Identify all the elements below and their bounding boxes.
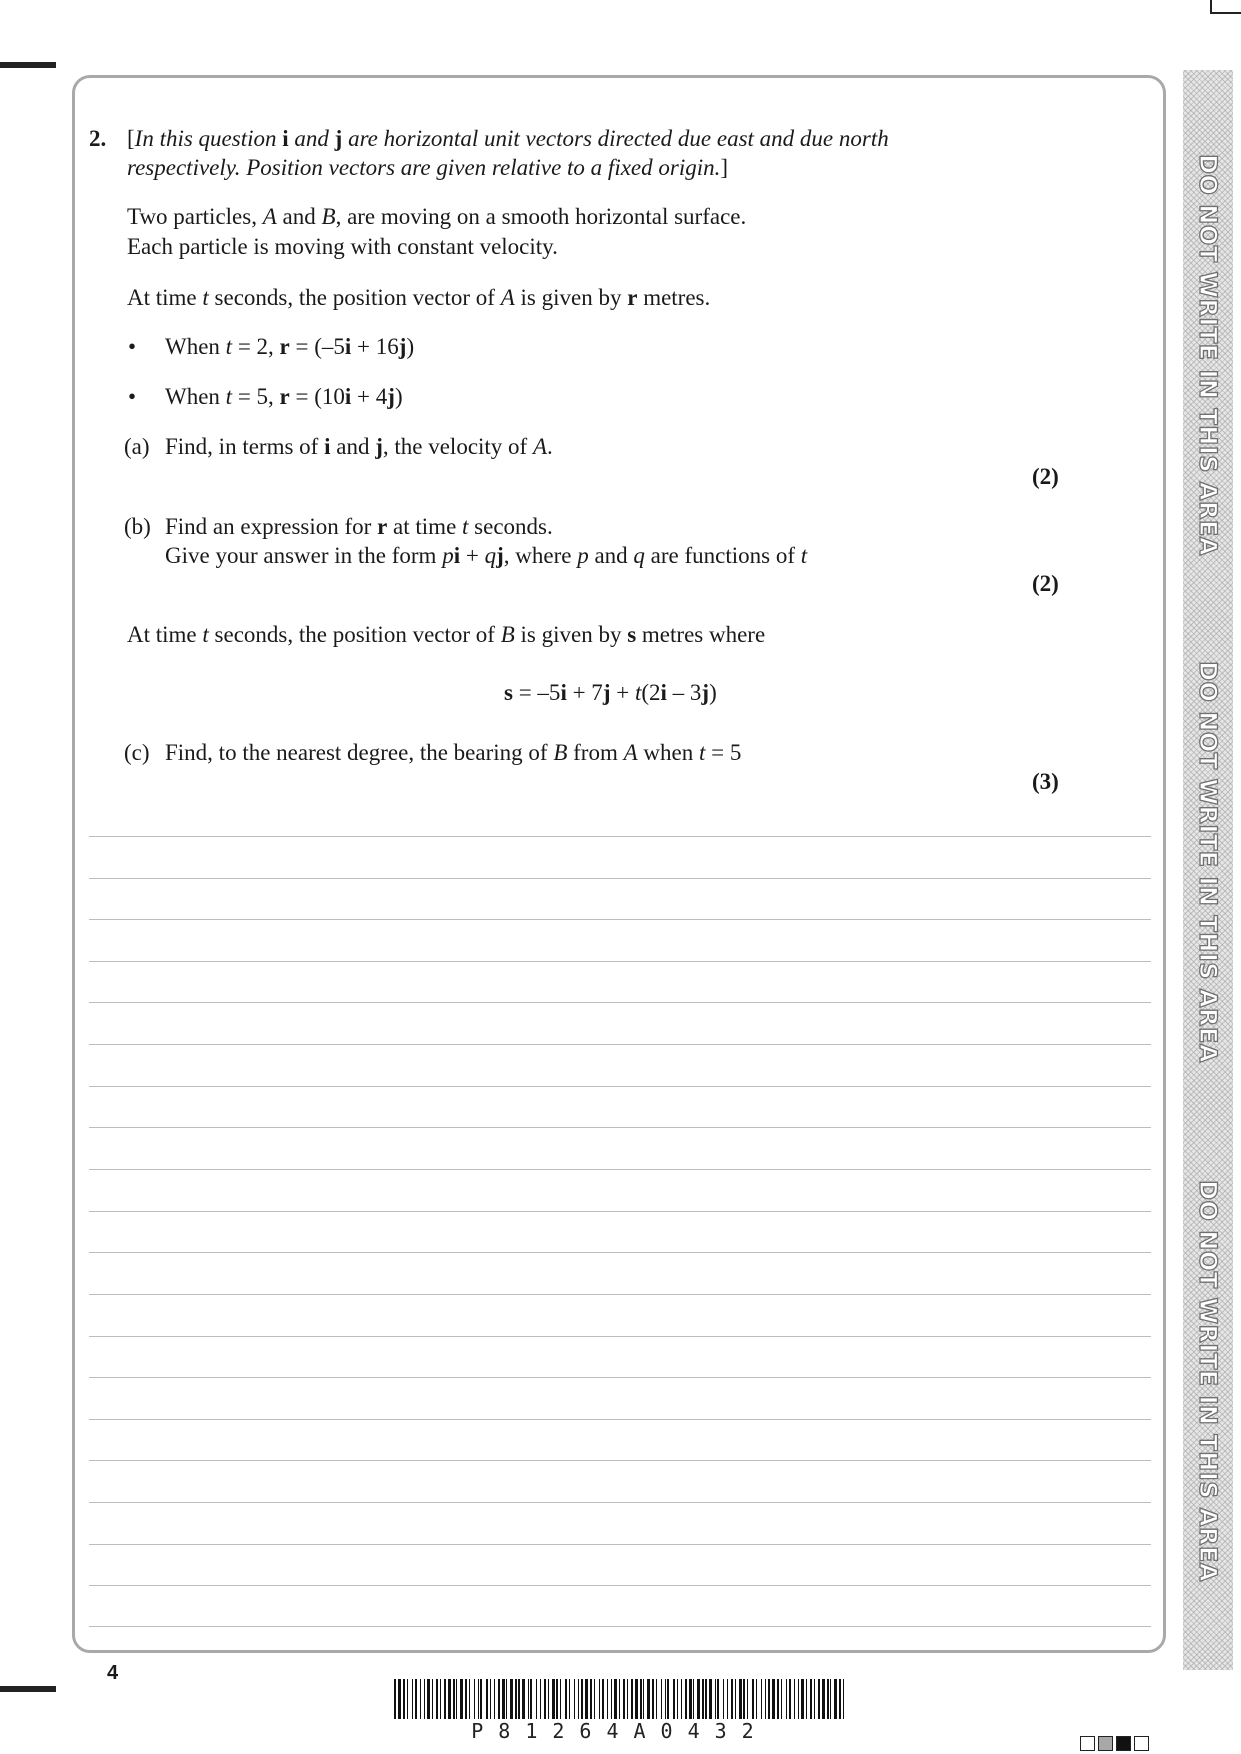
barcode-bar (693, 1679, 694, 1719)
barcode-bar (765, 1679, 766, 1719)
part-b-line1: Find an expression for r at time t seconds. (165, 514, 553, 539)
paragraph-position-B: At time t seconds, the position vector of B is given by s metres where (127, 622, 766, 647)
barcode-bar (515, 1679, 517, 1719)
barcode-bar (432, 1679, 433, 1719)
barcode-bar (661, 1679, 662, 1719)
print-square-black (1116, 1736, 1131, 1751)
barcode-bar (552, 1679, 555, 1719)
barcode-bar (456, 1679, 457, 1719)
barcode-bar (502, 1679, 505, 1719)
barcode-bar (786, 1679, 787, 1719)
print-square-grey (1098, 1736, 1113, 1751)
barcode-bar (602, 1679, 604, 1719)
barcode-bar (581, 1679, 583, 1719)
registration-mark-top-right-h (1210, 12, 1241, 14)
answer-line[interactable] (89, 961, 1151, 962)
barcode-bar (420, 1679, 421, 1719)
barcode-bar (448, 1679, 451, 1719)
barcode-bar (798, 1679, 799, 1719)
barcode-bar (574, 1679, 575, 1719)
barcode-bar (486, 1679, 488, 1719)
barcode-bar (494, 1679, 495, 1719)
barcode-bar (667, 1679, 669, 1719)
barcode-bar (702, 1679, 704, 1719)
barcode-bar (560, 1679, 561, 1719)
barcode-bar (705, 1679, 707, 1719)
barcode-bar (814, 1679, 815, 1719)
paragraph-particles: Two particles, A and B, are moving on a smooth horizontal surface. (127, 204, 747, 229)
barcode-bar (403, 1679, 405, 1719)
answer-line[interactable] (89, 1252, 1151, 1253)
barcode-bar (599, 1679, 600, 1719)
barcode-bar (506, 1679, 507, 1719)
barcode-bar (498, 1679, 500, 1719)
barcode (394, 1679, 846, 1719)
barcode-bar (801, 1679, 804, 1719)
answer-line[interactable] (89, 1127, 1151, 1128)
barcode-bar (756, 1679, 757, 1719)
barcode-bar (627, 1679, 628, 1719)
answer-line[interactable] (89, 919, 1151, 920)
barcode-bar (810, 1679, 812, 1719)
question-intro-line2: respectively. Position vectors are given relative to a fixed origin.] (127, 155, 729, 180)
barcode-bar (685, 1679, 687, 1719)
answer-line[interactable] (89, 1502, 1151, 1503)
barcode-bar (777, 1679, 779, 1719)
part-c-marks: (3) (1032, 769, 1059, 794)
barcode-bar (631, 1679, 633, 1719)
barcode-bar (681, 1679, 682, 1719)
barcode-text: P81264A0432 (471, 1719, 769, 1743)
barcode-bar (548, 1679, 549, 1719)
part-a-label: (a) (124, 434, 150, 459)
barcode-bar (480, 1679, 482, 1719)
part-c-text: Find, to the nearest degree, the bearing of B from A when t = 5 (165, 740, 742, 765)
barcode-bar (444, 1679, 446, 1719)
answer-line[interactable] (89, 836, 1151, 837)
barcode-bar (510, 1679, 513, 1719)
barcode-bar (522, 1679, 525, 1719)
barcode-bar (619, 1679, 620, 1719)
barcode-bar (717, 1679, 719, 1719)
barcode-bar (565, 1679, 567, 1719)
paragraph-velocity: Each particle is moving with constant velocity. (127, 234, 558, 259)
barcode-bar (656, 1679, 657, 1719)
barcode-bar (607, 1679, 608, 1719)
barcode-bar (723, 1679, 724, 1719)
barcode-bar (652, 1679, 654, 1719)
barcode-bar (834, 1679, 837, 1719)
barcode-bar (412, 1679, 413, 1719)
barcode-bar (822, 1679, 825, 1719)
side-warning-1: DO NOT WRITE IN THIS AREA (1194, 154, 1222, 556)
barcode-bar (665, 1679, 666, 1719)
barcode-bar (752, 1679, 754, 1719)
barcode-bar (768, 1679, 770, 1719)
barcode-bar (727, 1679, 728, 1719)
barcode-bar (490, 1679, 491, 1719)
barcode-bar (839, 1679, 841, 1719)
paragraph-position-A: At time t seconds, the position vector of A is given by r metres. (127, 285, 711, 310)
barcode-bar (415, 1679, 417, 1719)
barcode-bar (478, 1679, 479, 1719)
bullet-1: When t = 2, r = (–5i + 16j) (165, 334, 415, 359)
barcode-bar (544, 1679, 546, 1719)
barcode-bar (569, 1679, 570, 1719)
barcode-bar (673, 1679, 675, 1719)
bullet-dot-1: • (128, 334, 137, 359)
barcode-bar (743, 1679, 745, 1719)
barcode-bar (540, 1679, 541, 1719)
answer-line[interactable] (89, 1002, 1151, 1003)
answer-line[interactable] (89, 1544, 1151, 1545)
barcode-bar (747, 1679, 748, 1719)
barcode-bar (556, 1679, 558, 1719)
barcode-bar (806, 1679, 807, 1719)
question-number: 2. (89, 126, 107, 151)
barcode-bar (427, 1679, 430, 1719)
barcode-bar (394, 1679, 396, 1719)
barcode-bar (794, 1679, 795, 1719)
barcode-bar (518, 1679, 520, 1719)
barcode-bar (715, 1679, 716, 1719)
barcode-bar (830, 1679, 831, 1719)
print-square-white-2 (1134, 1736, 1149, 1751)
barcode-bar (739, 1679, 742, 1719)
answer-line[interactable] (89, 1211, 1151, 1212)
part-c-label: (c) (124, 740, 150, 765)
part-b-line2: Give your answer in the form pi + qj, where p and q are functions of t (165, 543, 808, 568)
answer-line[interactable] (89, 1044, 1151, 1045)
barcode-bar (465, 1679, 467, 1719)
barcode-bar (781, 1679, 782, 1719)
part-b-label: (b) (124, 514, 151, 539)
answer-line[interactable] (89, 1169, 1151, 1170)
barcode-bar (623, 1679, 625, 1719)
barcode-bar (709, 1679, 712, 1719)
answer-line[interactable] (89, 1626, 1151, 1627)
answer-line[interactable] (89, 1377, 1151, 1378)
barcode-bar (528, 1679, 529, 1719)
barcode-bar (614, 1679, 617, 1719)
part-a-text: Find, in terms of i and j, the velocity of A. (165, 434, 553, 459)
barcode-bar (398, 1679, 401, 1719)
answer-line[interactable] (89, 1294, 1151, 1295)
barcode-bar (843, 1679, 844, 1719)
barcode-bar (469, 1679, 470, 1719)
barcode-bar (647, 1679, 650, 1719)
answer-line[interactable] (89, 878, 1151, 879)
part-b-marks: (2) (1032, 571, 1059, 596)
registration-mark-bottom-left (0, 1686, 56, 1692)
barcode-bar (578, 1679, 579, 1719)
barcode-bar (585, 1679, 588, 1719)
barcode-bar (697, 1679, 700, 1719)
barcode-bar (436, 1679, 438, 1719)
barcode-bar (474, 1679, 475, 1719)
bullet-2: When t = 5, r = (10i + 4j) (165, 384, 403, 409)
barcode-bar (424, 1679, 425, 1719)
barcode-bar (635, 1679, 638, 1719)
barcode-bar (453, 1679, 455, 1719)
question-intro-line1: [In this question i and j are horizontal unit vectors directed due east and due north (127, 126, 889, 151)
answer-line[interactable] (89, 1419, 1151, 1420)
barcode-bar (689, 1679, 692, 1719)
barcode-bar (440, 1679, 441, 1719)
barcode-bar (735, 1679, 736, 1719)
print-square-white (1080, 1736, 1095, 1751)
side-warning-3: DO NOT WRITE IN THIS AREA (1194, 1180, 1222, 1582)
barcode-bar (677, 1679, 678, 1719)
barcode-bar (536, 1679, 537, 1719)
barcode-bar (407, 1679, 408, 1719)
registration-mark-top-left (0, 62, 56, 68)
barcode-bar (818, 1679, 820, 1719)
barcode-bar (789, 1679, 791, 1719)
part-a-marks: (2) (1032, 464, 1059, 489)
barcode-bar (590, 1679, 592, 1719)
barcode-bar (731, 1679, 733, 1719)
barcode-bar (643, 1679, 644, 1719)
side-warning-2: DO NOT WRITE IN THIS AREA (1194, 661, 1222, 1063)
barcode-bar (761, 1679, 762, 1719)
barcode-bar (611, 1679, 612, 1719)
barcode-bar (460, 1679, 463, 1719)
answer-line[interactable] (89, 1086, 1151, 1087)
answer-line[interactable] (89, 1336, 1151, 1337)
barcode-bar (827, 1679, 829, 1719)
answer-line[interactable] (89, 1460, 1151, 1461)
page-number: 4 (107, 1662, 119, 1684)
barcode-bar (594, 1679, 595, 1719)
equation-s: s = –5i + 7j + t(2i – 3j) (504, 680, 717, 705)
barcode-bar (640, 1679, 642, 1719)
answer-line[interactable] (89, 1585, 1151, 1586)
barcode-bar (772, 1679, 775, 1719)
barcode-bar (530, 1679, 532, 1719)
bullet-dot-2: • (128, 384, 137, 409)
